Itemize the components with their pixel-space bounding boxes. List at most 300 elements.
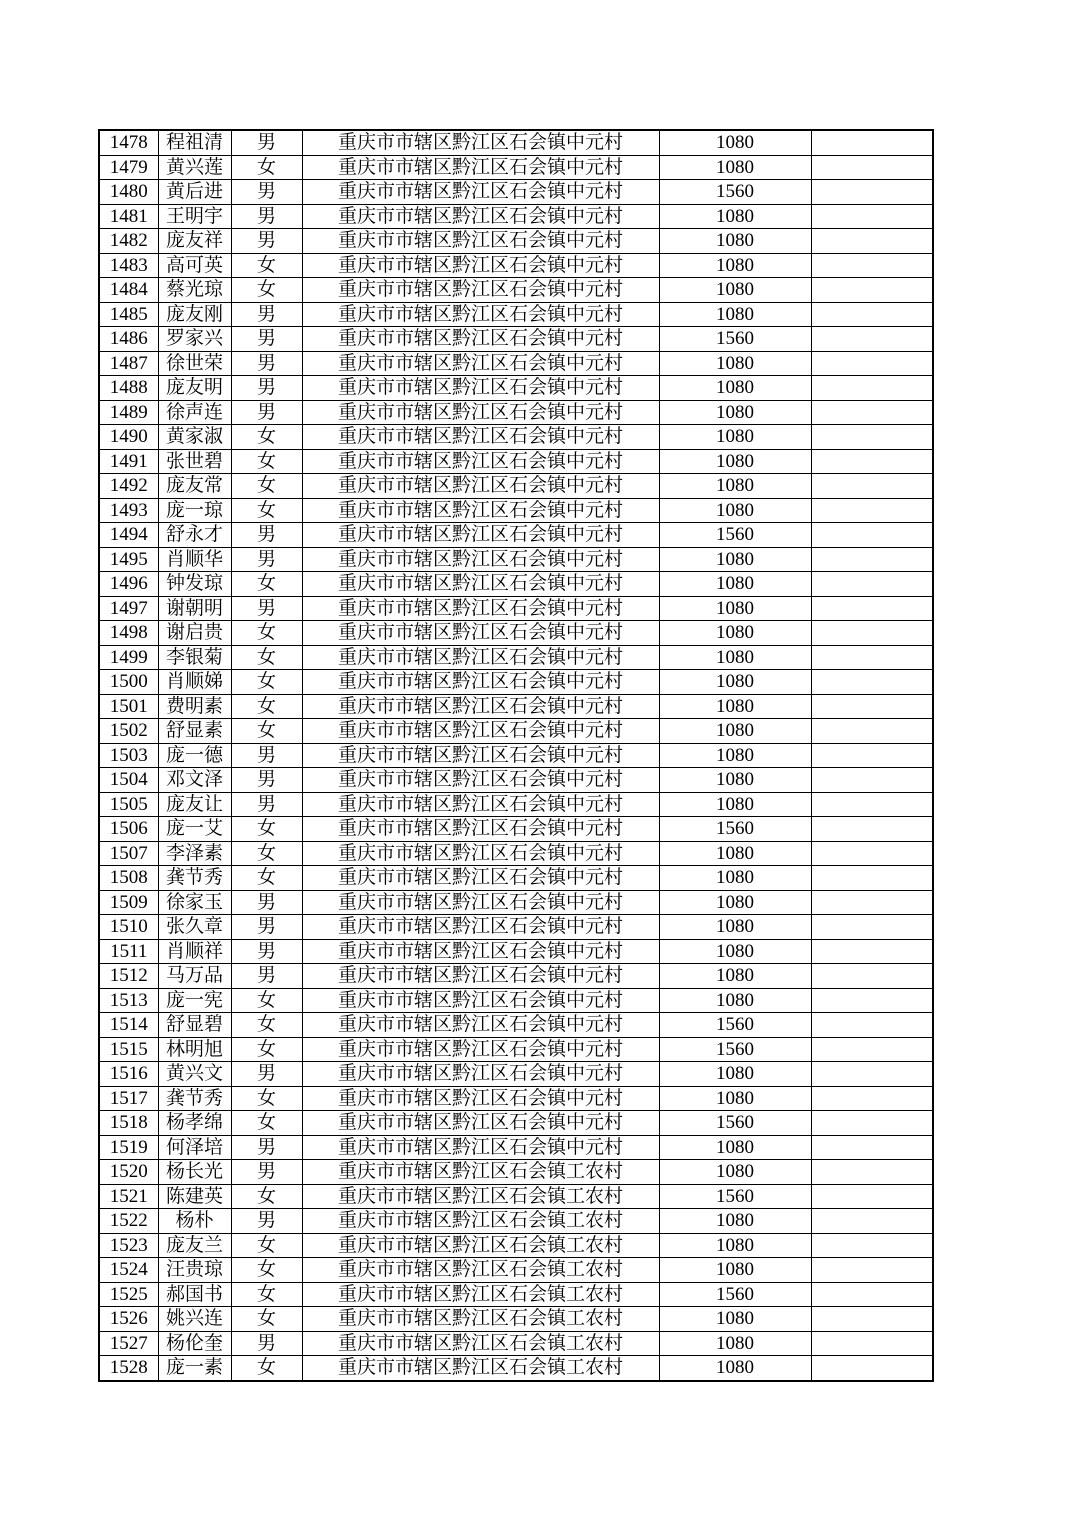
table-row [99,351,933,376]
cell-blank [811,743,933,768]
cell-name: 高可英 [158,253,231,278]
cell-blank [811,1258,933,1283]
cell-index: 1522 [99,1209,158,1234]
cell-blank [811,915,933,940]
cell-name: 肖顺娣 [158,670,231,695]
cell-name: 舒显碧 [158,1013,231,1038]
cell-address: 重庆市市辖区黔江区石会镇中元村 [302,253,659,278]
cell-name: 张久章 [158,915,231,940]
cell-amount: 1080 [659,1160,811,1185]
cell-amount: 1080 [659,130,811,155]
cell-index: 1526 [99,1307,158,1332]
cell-blank [811,229,933,254]
cell-amount: 1560 [659,1111,811,1136]
cell-address: 重庆市市辖区黔江区石会镇中元村 [302,278,659,303]
cell-gender: 男 [231,180,302,205]
cell-address: 重庆市市辖区黔江区石会镇中元村 [302,229,659,254]
cell-index: 1515 [99,1037,158,1062]
table-row [99,204,933,229]
cell-name: 罗家兴 [158,327,231,352]
cell-address: 重庆市市辖区黔江区石会镇中元村 [302,866,659,891]
table-row [99,1086,933,1111]
cell-blank [811,841,933,866]
cell-index: 1527 [99,1331,158,1356]
cell-blank [811,670,933,695]
cell-gender: 男 [231,130,302,155]
cell-blank [811,890,933,915]
table-row [99,130,933,155]
cell-gender: 女 [231,425,302,450]
cell-address: 重庆市市辖区黔江区石会镇中元村 [302,180,659,205]
cell-address: 重庆市市辖区黔江区石会镇中元村 [302,130,659,155]
cell-gender: 女 [231,278,302,303]
cell-name: 杨朴 [158,1209,231,1234]
table-row [99,229,933,254]
cell-amount: 1080 [659,1135,811,1160]
cell-address: 重庆市市辖区黔江区石会镇中元村 [302,523,659,548]
table-row [99,572,933,597]
cell-name: 李泽素 [158,841,231,866]
cell-blank [811,474,933,499]
cell-amount: 1560 [659,327,811,352]
cell-gender: 男 [231,351,302,376]
cell-name: 徐家玉 [158,890,231,915]
cell-name: 龚节秀 [158,866,231,891]
cell-name: 黄兴文 [158,1062,231,1087]
cell-address: 重庆市市辖区黔江区石会镇中元村 [302,351,659,376]
cell-address: 重庆市市辖区黔江区石会镇中元村 [302,376,659,401]
cell-gender: 男 [231,327,302,352]
cell-gender: 女 [231,449,302,474]
cell-amount: 1080 [659,1307,811,1332]
cell-gender: 男 [231,890,302,915]
cell-index: 1499 [99,645,158,670]
cell-index: 1516 [99,1062,158,1087]
cell-gender: 女 [231,1356,302,1381]
table-row [99,694,933,719]
cell-amount: 1080 [659,1258,811,1283]
cell-blank [811,1233,933,1258]
cell-index: 1511 [99,939,158,964]
cell-index: 1506 [99,817,158,842]
table-row [99,743,933,768]
table-row [99,792,933,817]
cell-address: 重庆市市辖区黔江区石会镇中元村 [302,400,659,425]
table-row [99,1037,933,1062]
cell-gender: 女 [231,1307,302,1332]
cell-index: 1498 [99,621,158,646]
table-row [99,988,933,1013]
cell-name: 杨长光 [158,1160,231,1185]
cell-gender: 男 [231,1331,302,1356]
cell-name: 龚节秀 [158,1086,231,1111]
cell-blank [811,1331,933,1356]
cell-amount: 1080 [659,645,811,670]
cell-gender: 男 [231,204,302,229]
cell-name: 林明旭 [158,1037,231,1062]
cell-address: 重庆市市辖区黔江区石会镇工农村 [302,1160,659,1185]
cell-gender: 男 [231,1160,302,1185]
cell-index: 1500 [99,670,158,695]
table-row [99,719,933,744]
cell-index: 1495 [99,547,158,572]
cell-name: 庞一宪 [158,988,231,1013]
cell-gender: 男 [231,596,302,621]
cell-gender: 男 [231,400,302,425]
table-row [99,253,933,278]
cell-index: 1487 [99,351,158,376]
cell-address: 重庆市市辖区黔江区石会镇工农村 [302,1184,659,1209]
cell-amount: 1080 [659,1233,811,1258]
cell-blank [811,1160,933,1185]
cell-amount: 1080 [659,915,811,940]
cell-amount: 1080 [659,204,811,229]
cell-name: 庞一艾 [158,817,231,842]
cell-blank [811,988,933,1013]
cell-amount: 1080 [659,498,811,523]
cell-name: 徐声连 [158,400,231,425]
cell-gender: 男 [231,964,302,989]
cell-gender: 男 [231,939,302,964]
cell-address: 重庆市市辖区黔江区石会镇中元村 [302,841,659,866]
cell-index: 1497 [99,596,158,621]
cell-amount: 1080 [659,1209,811,1234]
cell-address: 重庆市市辖区黔江区石会镇工农村 [302,1282,659,1307]
cell-name: 庞一德 [158,743,231,768]
table-row [99,1111,933,1136]
cell-address: 重庆市市辖区黔江区石会镇中元村 [302,1037,659,1062]
cell-address: 重庆市市辖区黔江区石会镇中元村 [302,474,659,499]
cell-index: 1478 [99,130,158,155]
cell-address: 重庆市市辖区黔江区石会镇中元村 [302,1086,659,1111]
cell-index: 1510 [99,915,158,940]
cell-amount: 1080 [659,866,811,891]
cell-address: 重庆市市辖区黔江区石会镇中元村 [302,498,659,523]
cell-gender: 女 [231,498,302,523]
cell-name: 汪贵琼 [158,1258,231,1283]
cell-gender: 男 [231,302,302,327]
cell-amount: 1080 [659,890,811,915]
cell-index: 1523 [99,1233,158,1258]
cell-address: 重庆市市辖区黔江区石会镇工农村 [302,1331,659,1356]
cell-blank [811,792,933,817]
cell-address: 重庆市市辖区黔江区石会镇中元村 [302,817,659,842]
cell-amount: 1080 [659,1356,811,1381]
cell-amount: 1560 [659,1013,811,1038]
cell-blank [811,425,933,450]
cell-index: 1518 [99,1111,158,1136]
cell-address: 重庆市市辖区黔江区石会镇中元村 [302,939,659,964]
table-row [99,1013,933,1038]
cell-address: 重庆市市辖区黔江区石会镇中元村 [302,768,659,793]
cell-index: 1507 [99,841,158,866]
table-row [99,498,933,523]
cell-index: 1489 [99,400,158,425]
cell-amount: 1080 [659,278,811,303]
cell-name: 庞友让 [158,792,231,817]
table-row [99,155,933,180]
cell-address: 重庆市市辖区黔江区石会镇中元村 [302,792,659,817]
cell-address: 重庆市市辖区黔江区石会镇中元村 [302,621,659,646]
table-row [99,425,933,450]
cell-amount: 1080 [659,400,811,425]
cell-gender: 女 [231,474,302,499]
cell-gender: 女 [231,621,302,646]
cell-amount: 1560 [659,523,811,548]
table-row [99,327,933,352]
table-row [99,278,933,303]
table-row [99,1209,933,1234]
cell-name: 程祖清 [158,130,231,155]
cell-name: 姚兴连 [158,1307,231,1332]
cell-blank [811,768,933,793]
table-row [99,866,933,891]
cell-name: 费明素 [158,694,231,719]
cell-index: 1480 [99,180,158,205]
cell-name: 马万品 [158,964,231,989]
cell-blank [811,1135,933,1160]
cell-blank [811,817,933,842]
table-row [99,400,933,425]
table-row [99,1062,933,1087]
cell-address: 重庆市市辖区黔江区石会镇中元村 [302,204,659,229]
cell-index: 1483 [99,253,158,278]
cell-amount: 1080 [659,1086,811,1111]
cell-name: 谢朝明 [158,596,231,621]
cell-name: 庞友祥 [158,229,231,254]
cell-gender: 女 [231,670,302,695]
cell-name: 肖顺华 [158,547,231,572]
cell-name: 庞友明 [158,376,231,401]
cell-name: 王明宇 [158,204,231,229]
cell-address: 重庆市市辖区黔江区石会镇工农村 [302,1209,659,1234]
table-row [99,302,933,327]
cell-amount: 1080 [659,351,811,376]
cell-gender: 男 [231,1209,302,1234]
cell-index: 1520 [99,1160,158,1185]
cell-gender: 男 [231,1135,302,1160]
cell-gender: 女 [231,253,302,278]
cell-address: 重庆市市辖区黔江区石会镇中元村 [302,572,659,597]
cell-index: 1490 [99,425,158,450]
cell-index: 1517 [99,1086,158,1111]
table-row [99,449,933,474]
cell-amount: 1080 [659,694,811,719]
table-row [99,547,933,572]
cell-amount: 1080 [659,670,811,695]
cell-gender: 男 [231,768,302,793]
cell-name: 钟发琼 [158,572,231,597]
cell-amount: 1080 [659,376,811,401]
table-row [99,939,933,964]
cell-index: 1521 [99,1184,158,1209]
cell-gender: 男 [231,743,302,768]
table-row [99,1233,933,1258]
cell-amount: 1560 [659,1184,811,1209]
cell-amount: 1080 [659,743,811,768]
cell-gender: 女 [231,1037,302,1062]
cell-name: 庞一素 [158,1356,231,1381]
cell-blank [811,1086,933,1111]
cell-blank [811,302,933,327]
cell-amount: 1080 [659,621,811,646]
cell-gender: 女 [231,1233,302,1258]
cell-amount: 1080 [659,719,811,744]
cell-amount: 1080 [659,229,811,254]
cell-index: 1513 [99,988,158,1013]
table-row [99,1331,933,1356]
cell-amount: 1080 [659,939,811,964]
cell-address: 重庆市市辖区黔江区石会镇工农村 [302,1258,659,1283]
cell-gender: 女 [231,988,302,1013]
cell-gender: 女 [231,572,302,597]
cell-address: 重庆市市辖区黔江区石会镇中元村 [302,327,659,352]
cell-name: 黄家淑 [158,425,231,450]
cell-amount: 1080 [659,302,811,327]
cell-index: 1514 [99,1013,158,1038]
cell-address: 重庆市市辖区黔江区石会镇中元村 [302,1111,659,1136]
cell-address: 重庆市市辖区黔江区石会镇中元村 [302,743,659,768]
cell-gender: 女 [231,817,302,842]
cell-gender: 女 [231,1086,302,1111]
cell-blank [811,939,933,964]
cell-amount: 1080 [659,425,811,450]
cell-blank [811,1356,933,1381]
cell-amount: 1080 [659,1331,811,1356]
cell-gender: 女 [231,1282,302,1307]
cell-blank [811,621,933,646]
cell-name: 舒显素 [158,719,231,744]
cell-blank [811,498,933,523]
cell-address: 重庆市市辖区黔江区石会镇中元村 [302,645,659,670]
cell-name: 舒永才 [158,523,231,548]
cell-blank [811,180,933,205]
cell-address: 重庆市市辖区黔江区石会镇中元村 [302,988,659,1013]
cell-amount: 1080 [659,988,811,1013]
cell-name: 杨孝绵 [158,1111,231,1136]
table-row [99,474,933,499]
cell-amount: 1080 [659,155,811,180]
cell-amount: 1080 [659,964,811,989]
cell-name: 庞友兰 [158,1233,231,1258]
cell-gender: 女 [231,155,302,180]
cell-name: 庞一琼 [158,498,231,523]
cell-address: 重庆市市辖区黔江区石会镇中元村 [302,719,659,744]
table-row [99,1282,933,1307]
cell-amount: 1560 [659,1282,811,1307]
cell-amount: 1080 [659,1062,811,1087]
cell-gender: 女 [231,841,302,866]
cell-index: 1501 [99,694,158,719]
cell-gender: 男 [231,792,302,817]
table-row [99,645,933,670]
cell-index: 1479 [99,155,158,180]
cell-blank [811,596,933,621]
cell-index: 1484 [99,278,158,303]
cell-blank [811,327,933,352]
table-row [99,621,933,646]
cell-amount: 1560 [659,817,811,842]
cell-index: 1493 [99,498,158,523]
cell-gender: 女 [231,1111,302,1136]
cell-amount: 1080 [659,474,811,499]
cell-index: 1488 [99,376,158,401]
cell-gender: 女 [231,719,302,744]
cell-name: 杨伦奎 [158,1331,231,1356]
table-row [99,817,933,842]
table-row [99,1356,933,1381]
cell-index: 1496 [99,572,158,597]
cell-name: 庞友刚 [158,302,231,327]
cell-gender: 男 [231,229,302,254]
table-row [99,915,933,940]
cell-blank [811,278,933,303]
table-row [99,1258,933,1283]
cell-address: 重庆市市辖区黔江区石会镇中元村 [302,670,659,695]
cell-blank [811,645,933,670]
cell-index: 1486 [99,327,158,352]
residents-subsidy-table [98,129,934,1382]
cell-blank [811,1307,933,1332]
cell-address: 重庆市市辖区黔江区石会镇中元村 [302,425,659,450]
cell-blank [811,130,933,155]
cell-index: 1502 [99,719,158,744]
cell-index: 1492 [99,474,158,499]
cell-address: 重庆市市辖区黔江区石会镇工农村 [302,1233,659,1258]
cell-address: 重庆市市辖区黔江区石会镇工农村 [302,1307,659,1332]
cell-name: 黄兴莲 [158,155,231,180]
cell-address: 重庆市市辖区黔江区石会镇中元村 [302,964,659,989]
cell-name: 陈建英 [158,1184,231,1209]
cell-blank [811,1282,933,1307]
table-row [99,180,933,205]
cell-address: 重庆市市辖区黔江区石会镇中元村 [302,915,659,940]
cell-amount: 1080 [659,547,811,572]
cell-blank [811,1184,933,1209]
cell-name: 谢启贵 [158,621,231,646]
cell-index: 1509 [99,890,158,915]
table-row [99,841,933,866]
cell-blank [811,376,933,401]
table-row [99,1307,933,1332]
table-row [99,890,933,915]
cell-name: 徐世荣 [158,351,231,376]
cell-address: 重庆市市辖区黔江区石会镇中元村 [302,449,659,474]
cell-blank [811,572,933,597]
cell-address: 重庆市市辖区黔江区石会镇中元村 [302,302,659,327]
cell-name: 张世碧 [158,449,231,474]
cell-index: 1485 [99,302,158,327]
cell-name: 何泽培 [158,1135,231,1160]
cell-blank [811,866,933,891]
cell-amount: 1080 [659,792,811,817]
cell-gender: 女 [231,1013,302,1038]
cell-amount: 1560 [659,180,811,205]
cell-amount: 1560 [659,1037,811,1062]
cell-name: 邓文泽 [158,768,231,793]
table-row [99,376,933,401]
cell-index: 1512 [99,964,158,989]
cell-index: 1524 [99,1258,158,1283]
table-row [99,964,933,989]
cell-address: 重庆市市辖区黔江区石会镇中元村 [302,694,659,719]
table-row [99,768,933,793]
cell-blank [811,1209,933,1234]
cell-index: 1482 [99,229,158,254]
cell-index: 1481 [99,204,158,229]
cell-amount: 1080 [659,841,811,866]
cell-index: 1494 [99,523,158,548]
